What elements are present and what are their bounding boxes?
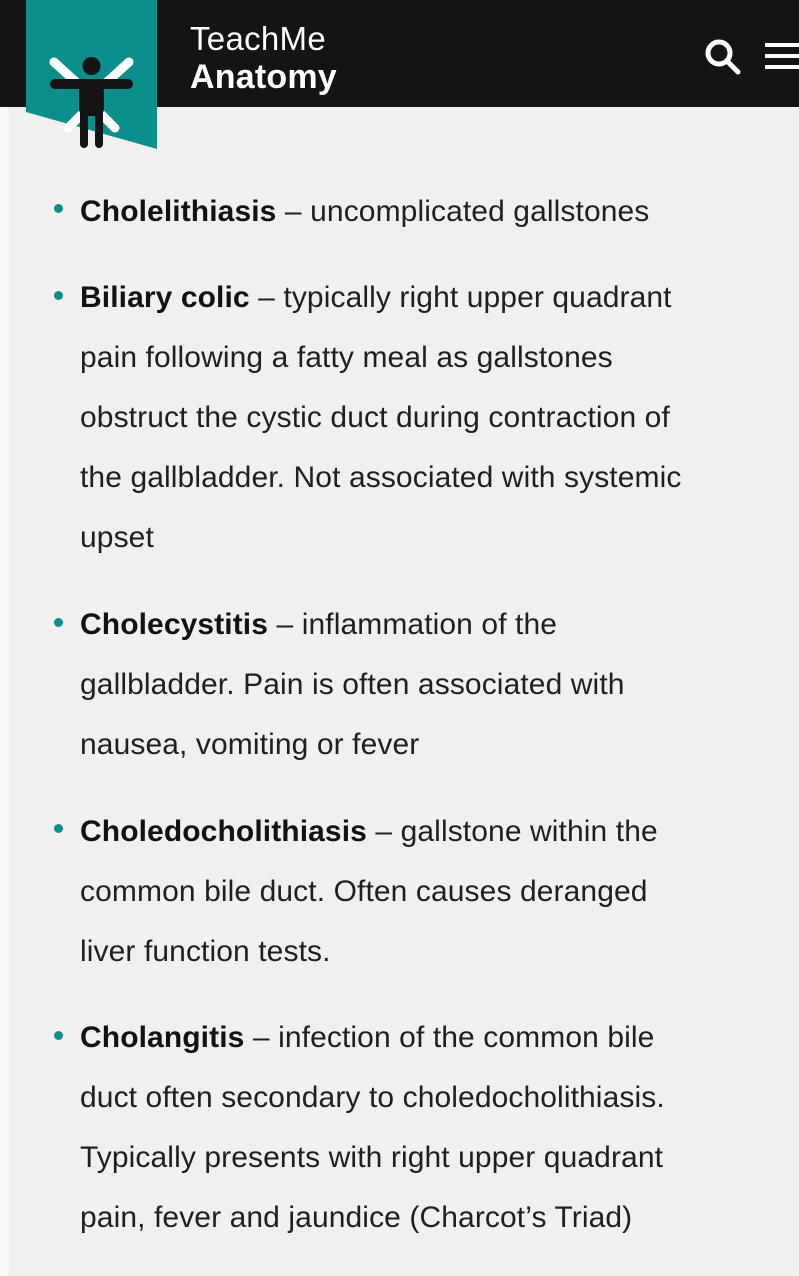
term-separator: –	[375, 815, 393, 848]
list-bullet	[54, 1031, 63, 1040]
term-separator: –	[252, 1021, 270, 1054]
term-label: Cholecystitis	[80, 608, 269, 641]
term-separator: –	[258, 281, 275, 314]
list-item-line: obstruct the cystic duct during contraction of	[80, 401, 670, 434]
term-label: Cholelithiasis	[80, 195, 277, 228]
human-figure-icon	[26, 0, 157, 149]
term-description: uncomplicated gallstones	[310, 195, 650, 228]
list-item-line: common bile duct. Often causes deranged	[80, 875, 648, 908]
list-item-line: Typically presents with right upper quadrant	[80, 1141, 664, 1174]
list-bullet	[54, 618, 63, 627]
search-icon	[703, 37, 743, 77]
list-bullet	[54, 291, 63, 300]
term-label: Choledocholithiasis	[80, 815, 367, 848]
list-item-line: the gallbladder. Not associated with systemic	[80, 461, 682, 494]
list-item-line	[80, 268, 770, 328]
term-description: gallstone within the	[400, 815, 658, 848]
list-item-line	[80, 802, 770, 862]
term-description: inflammation of the	[301, 608, 558, 641]
term-description: infection of the common bile	[278, 1021, 655, 1054]
brand-line-anatomy: Anatomy	[190, 58, 337, 96]
list-item-line: pain, fever and jaundice (Charcot’s Triad)	[80, 1201, 633, 1234]
term-label: Biliary colic	[80, 281, 250, 314]
list-bullet	[54, 824, 63, 833]
term-separator: –	[276, 608, 294, 641]
term-description: typically right upper quadrant	[283, 281, 672, 314]
list-item-line	[80, 595, 770, 655]
list-bullet	[54, 204, 63, 213]
list-item-line	[80, 1008, 770, 1068]
menu-button[interactable]	[765, 41, 799, 71]
search-button[interactable]	[703, 37, 743, 77]
term-label: Cholangitis	[80, 1021, 245, 1054]
list-item-line: gallbladder. Pain is often associated with	[80, 668, 625, 701]
list-item-line: upset	[80, 521, 154, 554]
list-item-line: liver function tests.	[80, 935, 331, 968]
list-item-line	[80, 182, 770, 242]
list-item-line: duct often secondary to choledocholithiasis.	[80, 1081, 665, 1114]
menu-icon	[765, 41, 799, 71]
list-item-line: pain following a fatty meal as gallstones	[80, 341, 613, 374]
term-separator: –	[284, 195, 302, 228]
brand-name[interactable]	[190, 20, 337, 96]
brand-line-teachme: TeachMe	[190, 20, 327, 57]
teachme-anatomy-logo[interactable]	[26, 0, 157, 149]
list-item-line: nausea, vomiting or fever	[80, 728, 420, 761]
